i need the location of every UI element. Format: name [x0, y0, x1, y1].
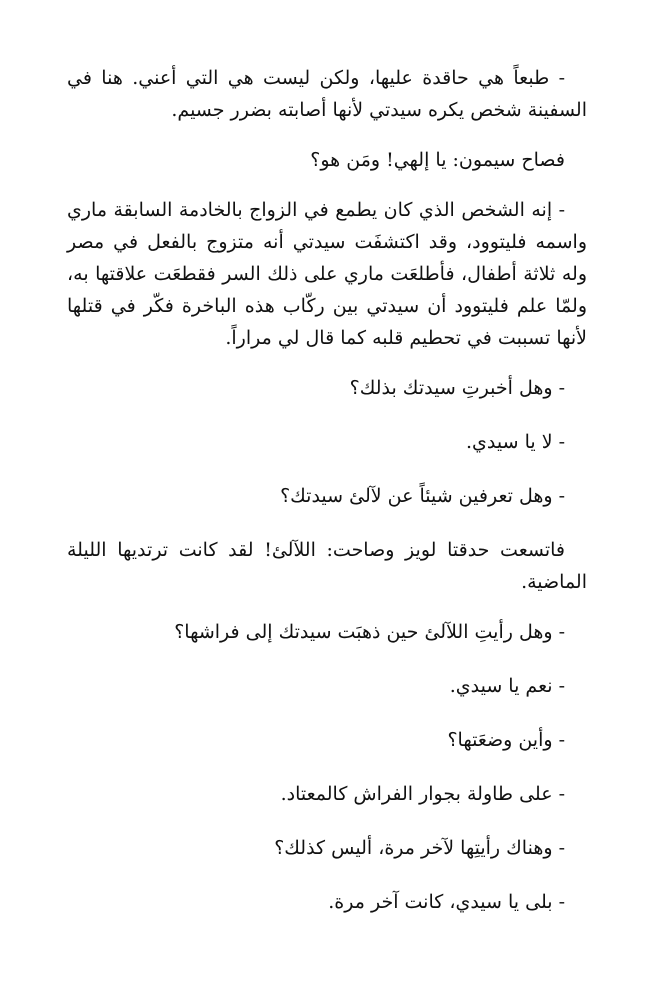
paragraph-13: - بلى يا سيدي، كانت آخر مرة. [328, 891, 565, 913]
paragraph-1: - طبعاً هي حاقدة عليها، ولكن ليست هي التي أعني. هنا في السفينة شخص يكره سيدتي لأنها أصابته بضرر جسيم. [67, 67, 587, 121]
paragraph-8: - وهل رأيتِ اللآلئ حين ذهبَت سيدتك إلى فراشها؟ [174, 621, 565, 643]
paragraph-9: - نعم يا سيدي. [449, 675, 565, 697]
paragraph-4: - وهل أخبرتِ سيدتك بذلك؟ [349, 377, 565, 399]
paragraph-3: - إنه الشخص الذي كان يطمع في الزواج بالخادمة السابقة ماري واسمه فليتوود، وقد اكتشفَت سيدتي أنه متزوج بالفعل في مصر وله ثلاثة أطفال، فأطلعَت ماري على ذلك السر فقطعَت علاقتها به، ولمّا علم فليتوود أن سيدتي بين ركّاب هذه الباخرة فكّر في قتلها لأنها تسببت في تحطيم قلبه كما قال لي مراراً. [67, 199, 587, 349]
paragraph-2: فصاح سيمون: يا إلهي! ومَن هو؟ [310, 149, 565, 171]
paragraph-5: - لا يا سيدي. [466, 431, 565, 453]
paragraph-12: - وهناك رأيتِها لآخر مرة، أليس كذلك؟ [274, 837, 565, 859]
paragraph-11: - على طاولة بجوار الفراش كالمعتاد. [280, 783, 565, 805]
book-page [67, 62, 587, 940]
paragraph-6: - وهل تعرفين شيئاً عن لآلئ سيدتك؟ [280, 485, 565, 507]
paragraph-10: - وأين وضعَتها؟ [447, 729, 565, 751]
paragraph-7: فاتسعت حدقتا لويز وصاحت: اللآلئ! لقد كانت ترتديها الليلة الماضية. [67, 539, 587, 593]
